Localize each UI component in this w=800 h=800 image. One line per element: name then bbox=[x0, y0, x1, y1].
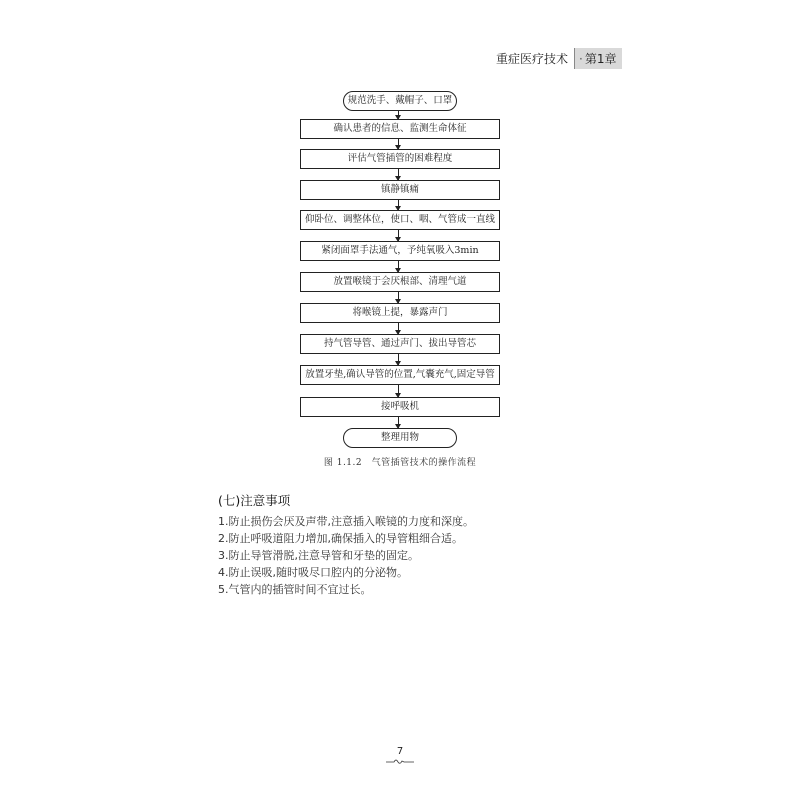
note-item: 1.防止损伤会厌及声带,注意插入喉镜的力度和深度。 bbox=[218, 515, 474, 528]
flow-step: 仰卧位、调整体位，使口、咽、气管成一直线 bbox=[300, 210, 500, 230]
flow-step: 紧闭面罩手法通气，予纯氧吸入3min bbox=[300, 241, 500, 261]
flow-arrow bbox=[398, 230, 399, 241]
flow-step: 将喉镜上提，暴露声门 bbox=[300, 303, 500, 323]
flow-arrow bbox=[398, 292, 399, 303]
flow-step: 放置喉镜于会厌根部、清理气道 bbox=[300, 272, 500, 292]
note-item: 5.气管内的插管时间不宜过长。 bbox=[218, 583, 372, 596]
flow-arrow bbox=[398, 261, 399, 272]
note-item: 3.防止导管滑脱,注意导管和牙垫的固定。 bbox=[218, 549, 419, 562]
flow-step: 持气管导管、通过声门、拔出导管芯 bbox=[300, 334, 500, 354]
book-title: 重症医疗技术 bbox=[496, 52, 569, 66]
flow-arrow bbox=[398, 417, 399, 428]
flow-arrow bbox=[398, 111, 399, 119]
flow-step: 评估气管插管的困难程度 bbox=[300, 149, 500, 169]
flow-arrow bbox=[398, 200, 399, 210]
figure-caption: 图 1.1.2 气管插管技术的操作流程 bbox=[323, 458, 477, 468]
flow-step: 接呼吸机 bbox=[300, 397, 500, 417]
flow-step-start: 规范洗手、戴帽子、口罩 bbox=[343, 91, 457, 111]
flow-arrow bbox=[398, 169, 399, 180]
flow-step: 放置牙垫,确认导管的位置,气囊充气,固定导管 bbox=[300, 365, 500, 385]
note-item: 2.防止呼吸道阻力增加,确保插入的导管粗细合适。 bbox=[218, 532, 463, 545]
flow-arrow bbox=[398, 323, 399, 334]
flow-step: 镇静镇痛 bbox=[300, 180, 500, 200]
notes-list bbox=[218, 513, 474, 598]
running-header bbox=[496, 48, 622, 69]
flow-arrow bbox=[398, 385, 399, 397]
flow-arrow bbox=[398, 139, 399, 149]
flow-step: 确认患者的信息、监测生命体征 bbox=[300, 119, 500, 139]
page-number: 7 bbox=[396, 746, 404, 757]
page-ornament-icon bbox=[386, 757, 414, 765]
flow-arrow bbox=[398, 354, 399, 365]
note-item: 4.防止误吸,随时吸尽口腔内的分泌物。 bbox=[218, 566, 408, 579]
section-title: (七)注意事项 bbox=[218, 493, 291, 508]
chapter-label: · 第1章 bbox=[574, 48, 622, 69]
flow-step-end: 整理用物 bbox=[343, 428, 457, 448]
